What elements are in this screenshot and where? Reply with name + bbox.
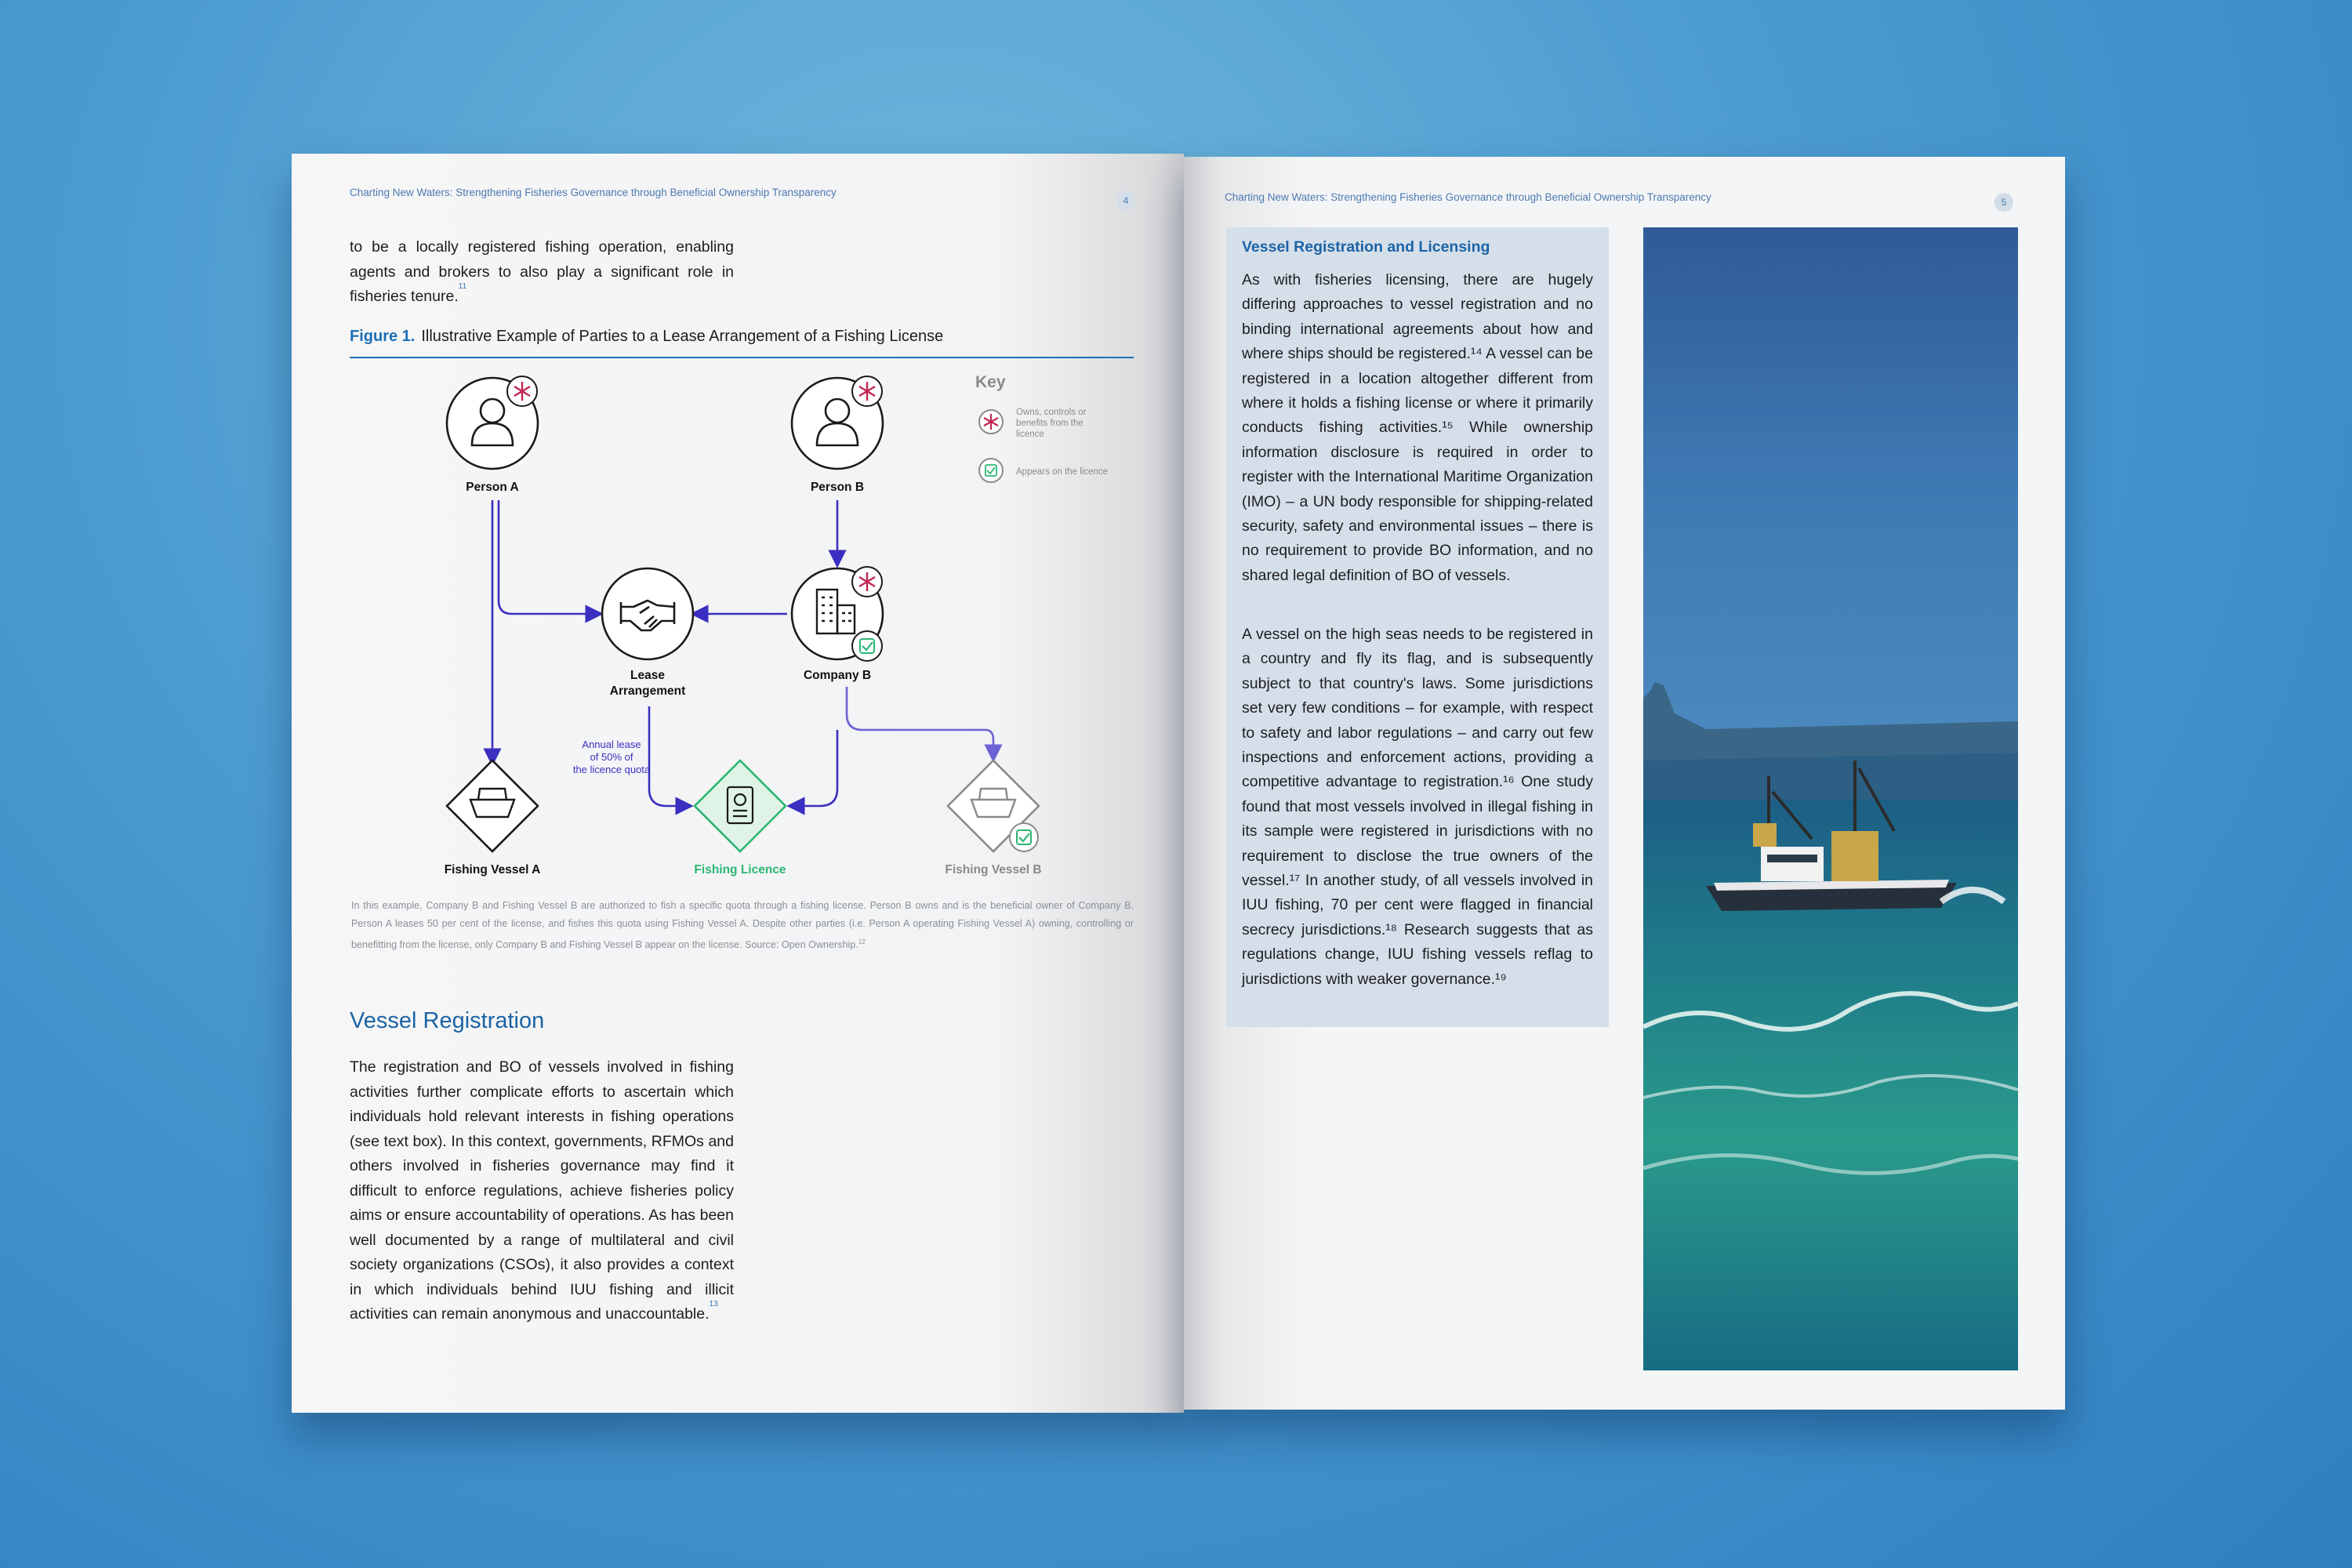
person-b-node	[792, 376, 883, 494]
vessel-a-label: Fishing Vessel A	[444, 863, 541, 877]
fishing-licence-node	[694, 760, 786, 877]
key-appears-label: Appears on the licence	[1016, 467, 1108, 477]
intro-paragraph: to be a locally registered fishing operation, enabling agents and brokers to also play a significant role in fisheries tenure.$^{11}$	[350, 238, 734, 305]
left-page	[292, 154, 1184, 1413]
text-box	[1226, 227, 1609, 1027]
svg-text:benefits from the: benefits from the	[1016, 419, 1083, 428]
licence-label: Fishing Licence	[694, 863, 786, 877]
lease-arrangement-node	[602, 568, 693, 698]
key-owns-icon	[979, 410, 1003, 434]
person-a-label: Person A	[466, 481, 519, 494]
lease-label-line2: Arrangement	[609, 684, 686, 698]
svg-text:licence: licence	[1016, 430, 1044, 439]
vessel-b-node	[945, 760, 1041, 877]
arrow-person-a-to-lease	[499, 500, 600, 614]
footnote-ref: 13	[709, 1300, 718, 1308]
text-box-title: Vessel Registration and Licensing	[1242, 238, 1490, 256]
licence-check-badge	[1010, 823, 1038, 851]
svg-text:the licence quota: the licence quota	[572, 764, 651, 775]
company-b-node	[792, 567, 883, 682]
key-appears-icon	[979, 459, 1003, 482]
flow-arrows	[492, 500, 993, 806]
fishing-vessel-photo	[1643, 227, 2018, 1370]
owner-star-badge	[852, 376, 882, 406]
person-b-label: Person B	[810, 481, 865, 494]
footnote-ref: 11	[458, 282, 467, 291]
licence-check-badge	[852, 631, 882, 661]
section-paragraph: The registration and BO of vessels involved in fishing activities further complicate efforts to ascertain which individuals hold relevant interests in fishing operations (see text box). In this context, governments, RFMOs and others involved in fisheries governance may find it difficult to enforce regulations, achieve fisheries policy aims or ensure accountability of operations. As has been well documented by a range of multilateral and civil society organizations (CSOs), it also provides a context in which individuals behind IUU fishing and illicit activities can remain anonymous and unaccountable.$^{13}$	[350, 1058, 734, 1323]
running-head: Charting New Waters: Strengthening Fisheries Governance through Beneficial Ownership Transparency	[350, 187, 837, 198]
running-head: Charting New Waters: Strengthening Fisheries Governance through Beneficial Ownership Transparency	[1225, 191, 1711, 203]
text-box-paragraph-2: A vessel on the high seas needs to be registered in a country and fly its flag, and is subsequently subject to that country's laws. Some jurisdictions set very few conditions – for example, with respect to safety and labor regulations – and carry out few inspections and enforcement actions, providing a competitive advantage to registration.¹⁶ One study found that most vessels involved in illegal fishing in its sample were registered in jurisdictions with no requirement to disclose the true owners of the vessel.¹⁷ In another study, of all vessels involved in IUU fishing, 70 per cent were flagged in financial secrecy jurisdictions.¹⁸ Research suggests that as regulations change, IUU fishing vessels reflag to jurisdictions with weaker governance.¹⁹	[1242, 626, 1593, 988]
key-title: Key	[975, 373, 1006, 391]
vessel-b-label: Fishing Vessel B	[945, 863, 1042, 877]
svg-text:Owns, controls or: Owns, controls or	[1016, 408, 1087, 417]
vessel-a-node	[445, 760, 541, 877]
right-page	[1184, 157, 2065, 1410]
ownership-diagram	[292, 154, 1184, 891]
figure-title: Figure 1. Illustrative Example of Parties to a Lease Arrangement of a Fishing License	[350, 328, 944, 345]
arrow-company-b-to-vessel-b	[847, 687, 993, 759]
person-a-node	[447, 376, 538, 494]
owner-star-badge	[507, 376, 537, 406]
sea-image	[1643, 227, 2018, 1370]
diagram-key	[975, 373, 1108, 482]
text-box-paragraph-1: As with fisheries licensing, there are hugely differing approaches to vessel registration and no binding international agreements about how and where ships should be registered.¹⁴ A vessel can be registered in a location altogether different from where it holds a fishing license or where it primarily conducts fishing activities.¹⁵ While ownership information disclosure is required in order to register with the International Maritime Organization (IMO) – a UN body responsible for shipping-related security, safety and environmental issues – there is no requirement to provide BO information, and no shared legal definition of BO of vessels.	[1242, 271, 1593, 584]
figure-number: Figure 1.	[350, 328, 416, 345]
lease-label-line1: Lease	[630, 669, 665, 682]
section-heading: Vessel Registration	[350, 1008, 545, 1033]
owner-star-badge	[852, 567, 882, 597]
company-b-label: Company B	[803, 669, 872, 682]
figure-caption: In this example, Company B and Fishing Vessel B are authorized to fish a specific quota through a fishing license. Person B owns and is the beneficial owner of Company B. Person A leases 50 per cent of the license, and fishes this quota using Fishing Vessel A. Despite other parties (i.e. Person A operating Fishing Vessel A) owning, controlling or benefitting from the license, only Company B and Fishing Vessel B appear on the license. Source: Open Ownership.$^{12}$	[351, 900, 1134, 951]
arrow-company-b-to-licence	[790, 730, 837, 806]
arrow-lease-to-licence	[649, 706, 690, 806]
svg-text:of 50% of: of 50% of	[590, 751, 633, 763]
page-number: 4	[1116, 191, 1135, 210]
edge-label-annual-lease	[573, 739, 651, 775]
key-owns-label	[1016, 408, 1087, 439]
page-number: 5	[1994, 193, 2013, 212]
svg-text:Annual lease: Annual lease	[582, 739, 641, 750]
